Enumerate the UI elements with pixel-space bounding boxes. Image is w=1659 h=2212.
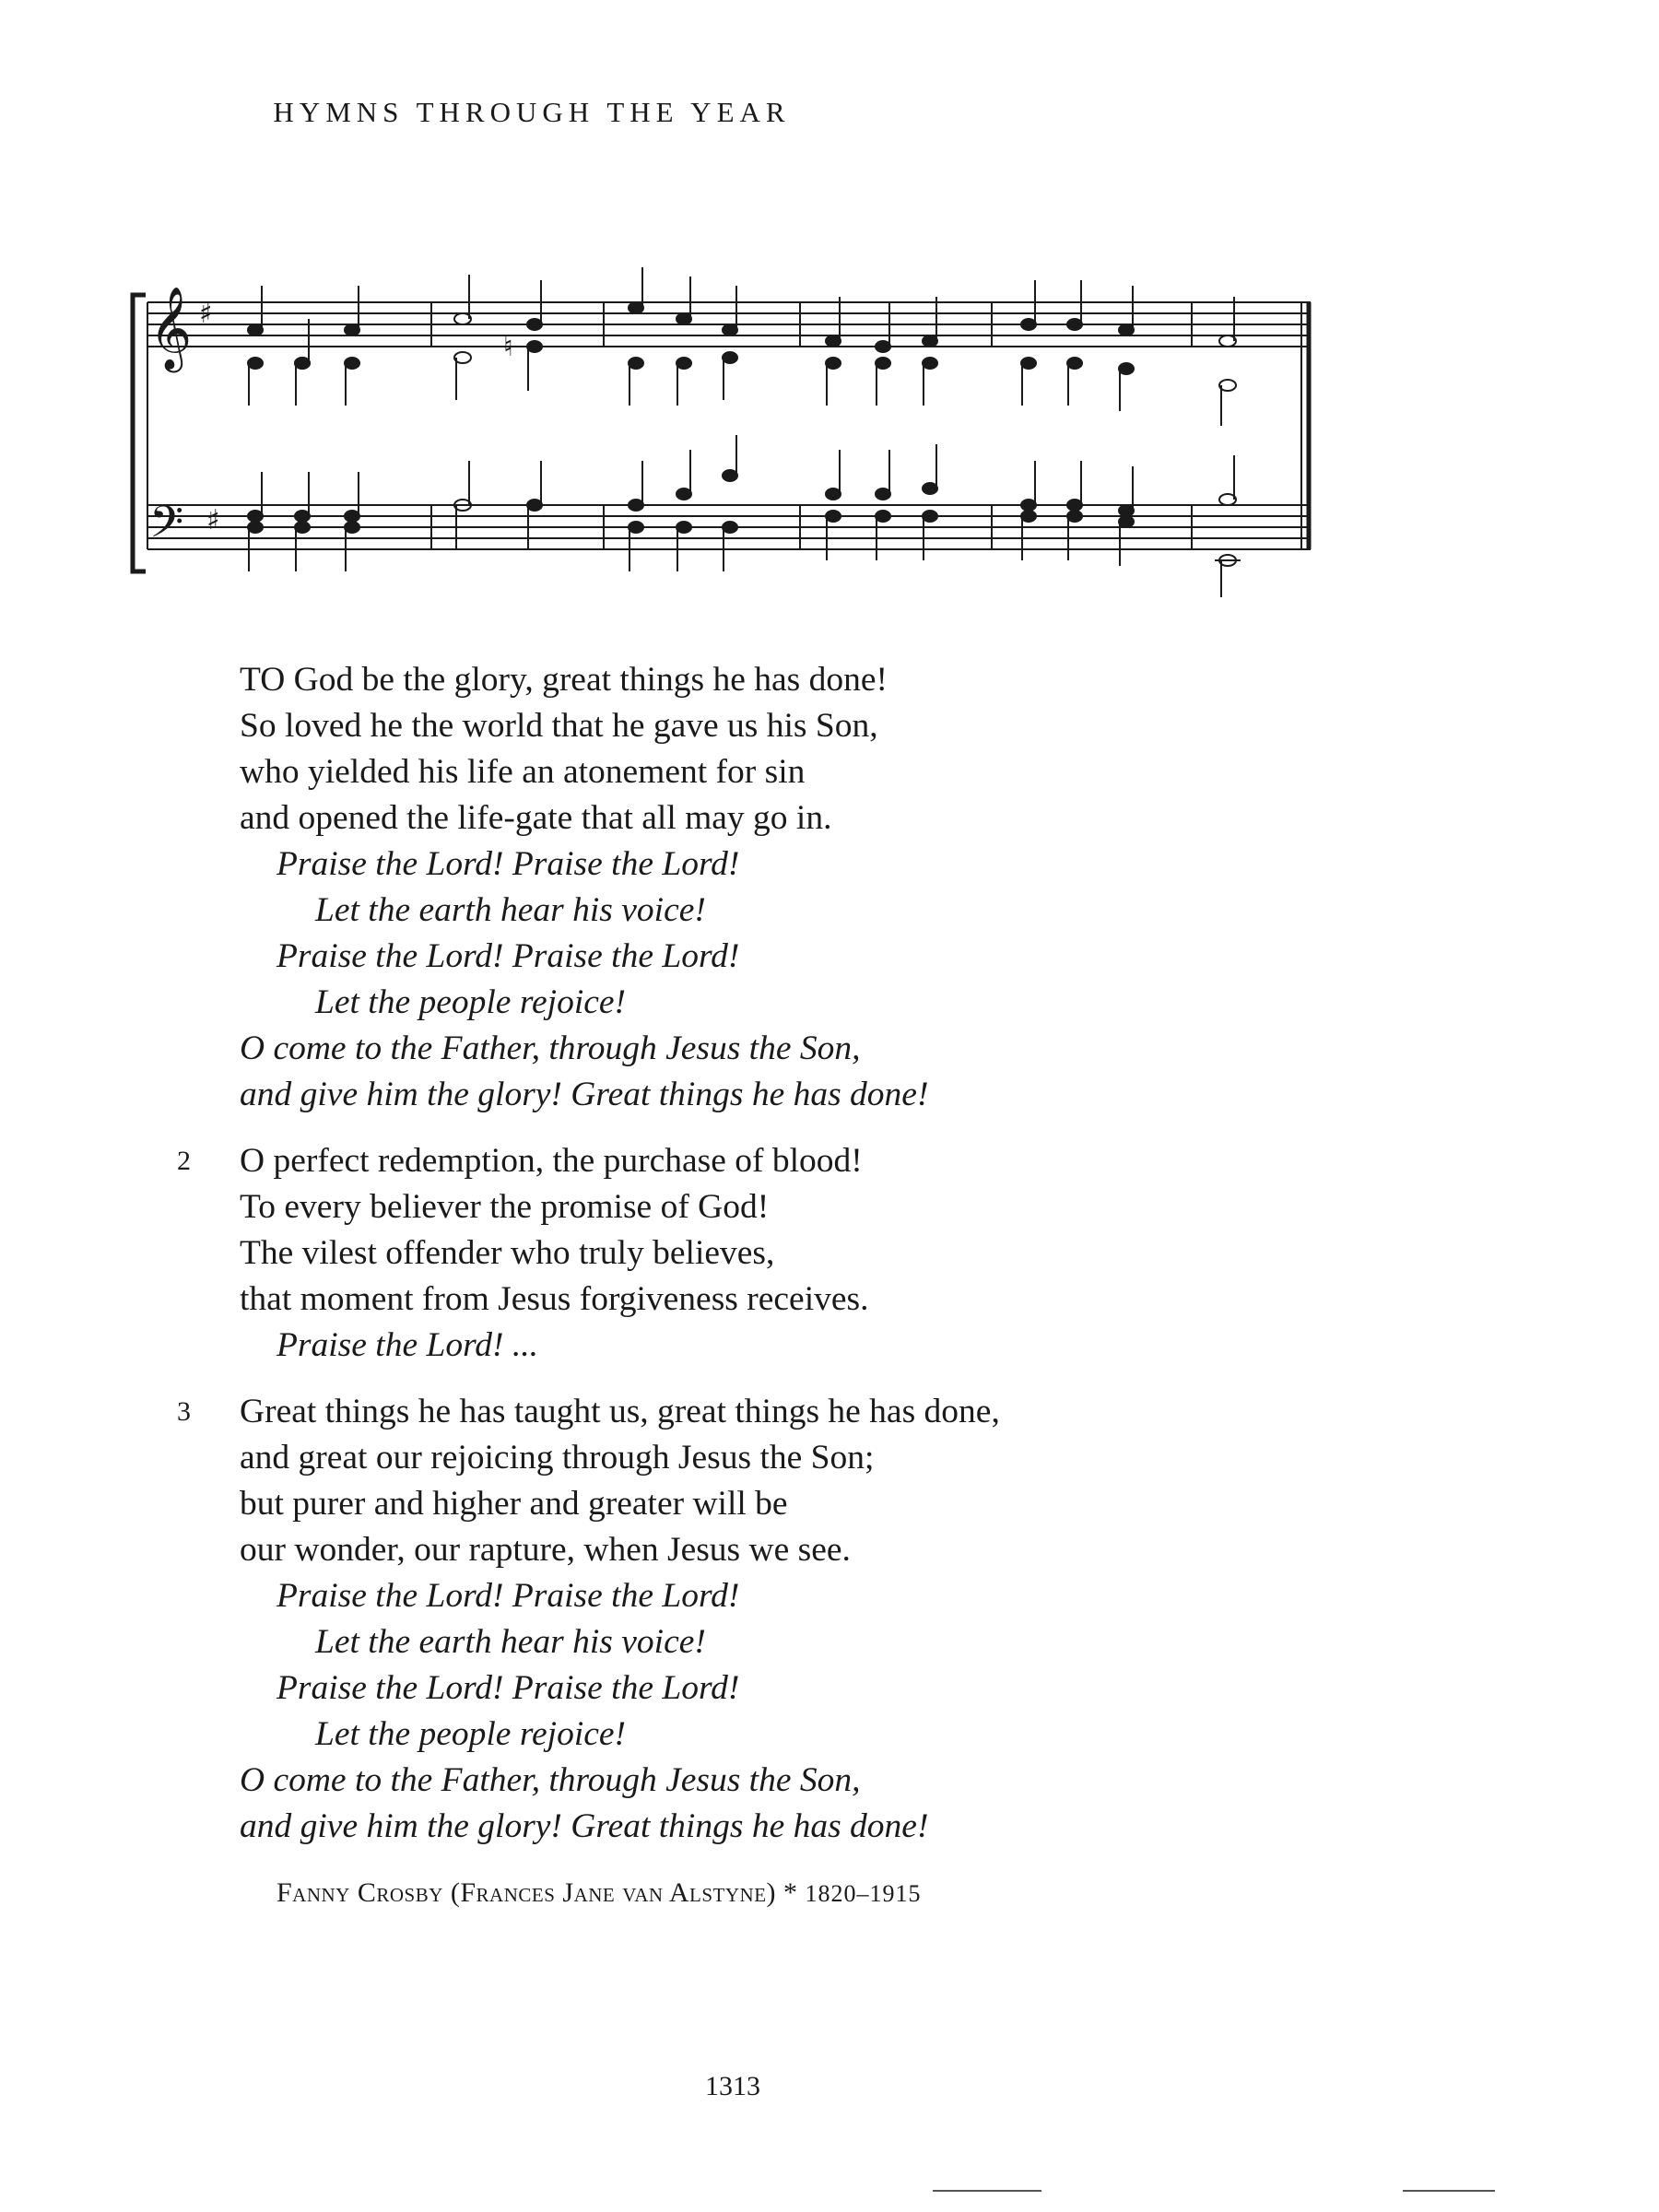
refrain-line: Praise the Lord! Praise the Lord! (276, 845, 740, 883)
verse-line: but purer and higher and greater will be (240, 1485, 788, 1523)
verse-number: 2 (177, 1146, 191, 1176)
refrain-line: Let the people rejoice! (315, 983, 627, 1021)
refrain-line: Let the earth hear his voice! (315, 1623, 706, 1661)
refrain-line: O come to the Father, through Jesus the Son, (240, 1030, 861, 1067)
hymn-text (177, 657, 1438, 1917)
star-mark: * (783, 1877, 798, 1908)
bass-clef-icon: 𝄢 (149, 496, 184, 559)
notes (248, 267, 1241, 597)
scan-artifact (1403, 2190, 1495, 2192)
scan-artifact (933, 2190, 1041, 2192)
refrain-cue: Praise the Lord! ... (276, 1326, 539, 1364)
verse-2 (177, 1138, 1438, 1369)
system-bracket (133, 295, 146, 571)
refrain-line: Let the earth hear his voice! (315, 891, 706, 929)
refrain-line: Praise the Lord! Praise the Lord! (276, 937, 740, 975)
author-dates: 1820–1915 (805, 1880, 922, 1907)
verse-line: O perfect redemption, the purchase of blood! (240, 1142, 863, 1180)
refrain-line: Praise the Lord! Praise the Lord! (276, 1669, 740, 1707)
verse-line: TO God be the glory, great things he has done! (240, 661, 888, 699)
verse-number: 3 (177, 1396, 191, 1427)
refrain-line: Let the people rejoice! (315, 1715, 627, 1753)
author-attribution (240, 1870, 1438, 1917)
refrain-line: O come to the Father, through Jesus the Son, (240, 1761, 861, 1799)
page-number: 1313 (705, 2071, 760, 2101)
author-name: Fanny Crosby (Frances Jane van Alstyne) (276, 1877, 777, 1908)
verse-3 (177, 1389, 1438, 1850)
verse-1 (240, 657, 1438, 1118)
music-score-svg (129, 267, 1318, 599)
sharp-icon: ♯ (206, 504, 220, 536)
sharp-icon: ♯ (199, 298, 213, 330)
verse-line: who yielded his life an atonement for sin (240, 753, 806, 791)
verse-line: that moment from Jesus forgiveness receives. (240, 1280, 869, 1318)
refrain-line: Praise the Lord! Praise the Lord! (276, 1577, 740, 1615)
verse-line: and great our rejoicing through Jesus the Son; (240, 1439, 875, 1477)
natural-icon: ♮ (503, 331, 513, 363)
music-score (129, 267, 1318, 599)
verse-line: So loved he the world that he gave us his Son, (240, 707, 878, 745)
running-head: HYMNS THROUGH THE YEAR (273, 96, 791, 128)
refrain-line: and give him the glory! Great things he has done! (240, 1807, 929, 1845)
verse-line: Great things he has taught us, great things he has done, (240, 1393, 1000, 1430)
treble-clef-icon: 𝄞 (149, 287, 193, 370)
refrain-line: and give him the glory! Great things he has done! (240, 1076, 929, 1113)
verse-line: our wonder, our rapture, when Jesus we see. (240, 1531, 851, 1569)
barlines (147, 302, 1309, 549)
verse-line: and opened the life-gate that all may go in. (240, 799, 832, 837)
verse-line: To every believer the promise of God! (240, 1188, 770, 1226)
verse-line: The vilest offender who truly believes, (240, 1234, 775, 1272)
